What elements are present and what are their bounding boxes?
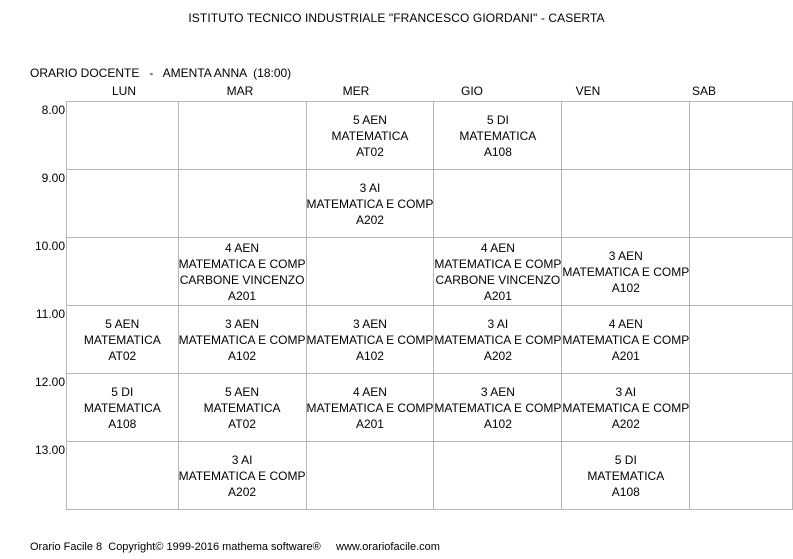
lesson-cell (67, 374, 179, 442)
timetable-row (67, 170, 793, 238)
lesson-class: 3 AEN (608, 248, 643, 263)
lesson-cell (306, 374, 434, 442)
lesson-room: AT02 (108, 348, 137, 363)
lesson-room: A201 (355, 416, 384, 431)
lesson-cell (178, 374, 306, 442)
empty-cell (690, 306, 793, 374)
lesson-room: A108 (108, 416, 137, 431)
lesson-room: A108 (483, 144, 512, 159)
lesson-detail: MATEMATICA E COMP (178, 468, 306, 483)
teacher-schedule-heading: ORARIO DOCENTE - AMENTA ANNA (18:00) (30, 66, 292, 80)
lesson-cell (562, 306, 690, 374)
lesson-class: 5 DI (614, 452, 637, 467)
lesson-cell (434, 306, 562, 374)
empty-cell (178, 102, 306, 170)
empty-cell (67, 102, 179, 170)
timetable-row (67, 238, 793, 306)
lesson-class: 3 AI (359, 180, 381, 195)
hour-label: 13.00 (34, 443, 65, 457)
empty-cell (434, 170, 562, 238)
lesson-room: A102 (228, 348, 257, 363)
hour-label: 12.00 (34, 375, 65, 389)
empty-cell (690, 238, 793, 306)
timetable-row (67, 102, 793, 170)
empty-cell (306, 238, 434, 306)
lesson-class: 3 AI (231, 452, 253, 467)
lesson-cell (178, 442, 306, 510)
hour-label: 9.00 (41, 171, 65, 185)
day-header-mer: MER (342, 84, 370, 98)
lesson-detail: MATEMATICA (83, 332, 161, 347)
empty-cell (67, 442, 179, 510)
lesson-class: 3 AEN (352, 316, 387, 331)
empty-cell (690, 102, 793, 170)
lesson-detail: MATEMATICA (203, 400, 281, 415)
lesson-class: 5 AEN (225, 384, 260, 399)
empty-cell (690, 442, 793, 510)
timetable-row (67, 306, 793, 374)
empty-cell (690, 170, 793, 238)
day-header-gio: GIO (460, 84, 483, 98)
lesson-room: A201 (483, 288, 512, 303)
lesson-detail: MATEMATICA (587, 468, 665, 483)
lesson-detail: CARBONE VINCENZO (179, 272, 305, 287)
lesson-cell (306, 170, 434, 238)
lesson-room: A202 (611, 416, 640, 431)
lesson-class: 4 AEN (352, 384, 387, 399)
lesson-detail: MATEMATICA E COMP (306, 196, 434, 211)
empty-cell (562, 102, 690, 170)
school-title: ISTITUTO TECNICO INDUSTRIALE "FRANCESCO GIORDANI" - CASERTA (188, 11, 605, 25)
timetable-grid (66, 101, 793, 510)
lesson-class: 4 AEN (480, 240, 515, 255)
lesson-class: 3 AI (487, 316, 509, 331)
empty-cell (690, 374, 793, 442)
lesson-detail: MATEMATICA E COMP (178, 332, 306, 347)
empty-cell (67, 238, 179, 306)
lesson-detail: MATEMATICA E COMP (562, 400, 690, 415)
empty-cell (178, 170, 306, 238)
lesson-cell (562, 374, 690, 442)
hour-label: 8.00 (41, 103, 65, 117)
lesson-class: 3 AI (615, 384, 637, 399)
lesson-cell (178, 306, 306, 374)
lesson-room: A202 (483, 348, 512, 363)
lesson-class: 5 AEN (352, 112, 387, 127)
lesson-class: 3 AEN (225, 316, 260, 331)
lesson-cell (178, 238, 306, 306)
lesson-detail: MATEMATICA E COMP (434, 400, 562, 415)
lesson-cell (306, 102, 434, 170)
empty-cell (434, 442, 562, 510)
lesson-room: A202 (355, 212, 384, 227)
hour-label: 10.00 (34, 239, 65, 253)
lesson-class: 5 AEN (105, 316, 140, 331)
lesson-room: A201 (611, 348, 640, 363)
empty-cell (562, 170, 690, 238)
hour-label: 11.00 (35, 307, 65, 321)
lesson-detail: MATEMATICA E COMP (178, 256, 306, 271)
lesson-room: A202 (228, 484, 257, 499)
timetable-row (67, 442, 793, 510)
lesson-room: A102 (483, 416, 512, 431)
day-header-lun: LUN (111, 84, 136, 98)
lesson-room: A108 (611, 484, 640, 499)
lesson-cell (562, 238, 690, 306)
lesson-cell (562, 442, 690, 510)
lesson-room: A102 (355, 348, 384, 363)
lesson-detail: MATEMATICA E COMP (306, 332, 434, 347)
day-header-ven: VEN (575, 84, 601, 98)
day-header-mar: MAR (226, 84, 254, 98)
lesson-detail: MATEMATICA (459, 128, 537, 143)
copyright-footer: Orario Facile 8 Copyright© 1999-2016 mathema software® www.orariofacile.com (30, 541, 440, 553)
day-header-sab: SAB (691, 84, 716, 98)
lesson-class: 4 AEN (608, 316, 643, 331)
timetable-row (67, 374, 793, 442)
lesson-cell (306, 306, 434, 374)
lesson-room: A201 (228, 288, 257, 303)
day-header-row (66, 84, 763, 100)
empty-cell (67, 170, 179, 238)
lesson-detail: MATEMATICA E COMP (562, 264, 690, 279)
lesson-cell (434, 238, 562, 306)
lesson-cell (67, 306, 179, 374)
lesson-class: 5 DI (486, 112, 509, 127)
lesson-detail: MATEMATICA (331, 128, 409, 143)
lesson-class: 5 DI (111, 384, 134, 399)
lesson-detail: MATEMATICA E COMP (434, 256, 562, 271)
lesson-class: 3 AEN (480, 384, 515, 399)
lesson-detail: CARBONE VINCENZO (435, 272, 561, 287)
empty-cell (306, 442, 434, 510)
lesson-detail: MATEMATICA (83, 400, 161, 415)
lesson-detail: MATEMATICA E COMP (306, 400, 434, 415)
lesson-detail: MATEMATICA E COMP (562, 332, 690, 347)
lesson-class: 4 AEN (225, 240, 260, 255)
lesson-detail: MATEMATICA E COMP (434, 332, 562, 347)
lesson-room: A102 (611, 280, 640, 295)
lesson-cell (434, 374, 562, 442)
lesson-cell (434, 102, 562, 170)
lesson-room: AT02 (356, 144, 384, 159)
lesson-room: AT02 (228, 416, 256, 431)
